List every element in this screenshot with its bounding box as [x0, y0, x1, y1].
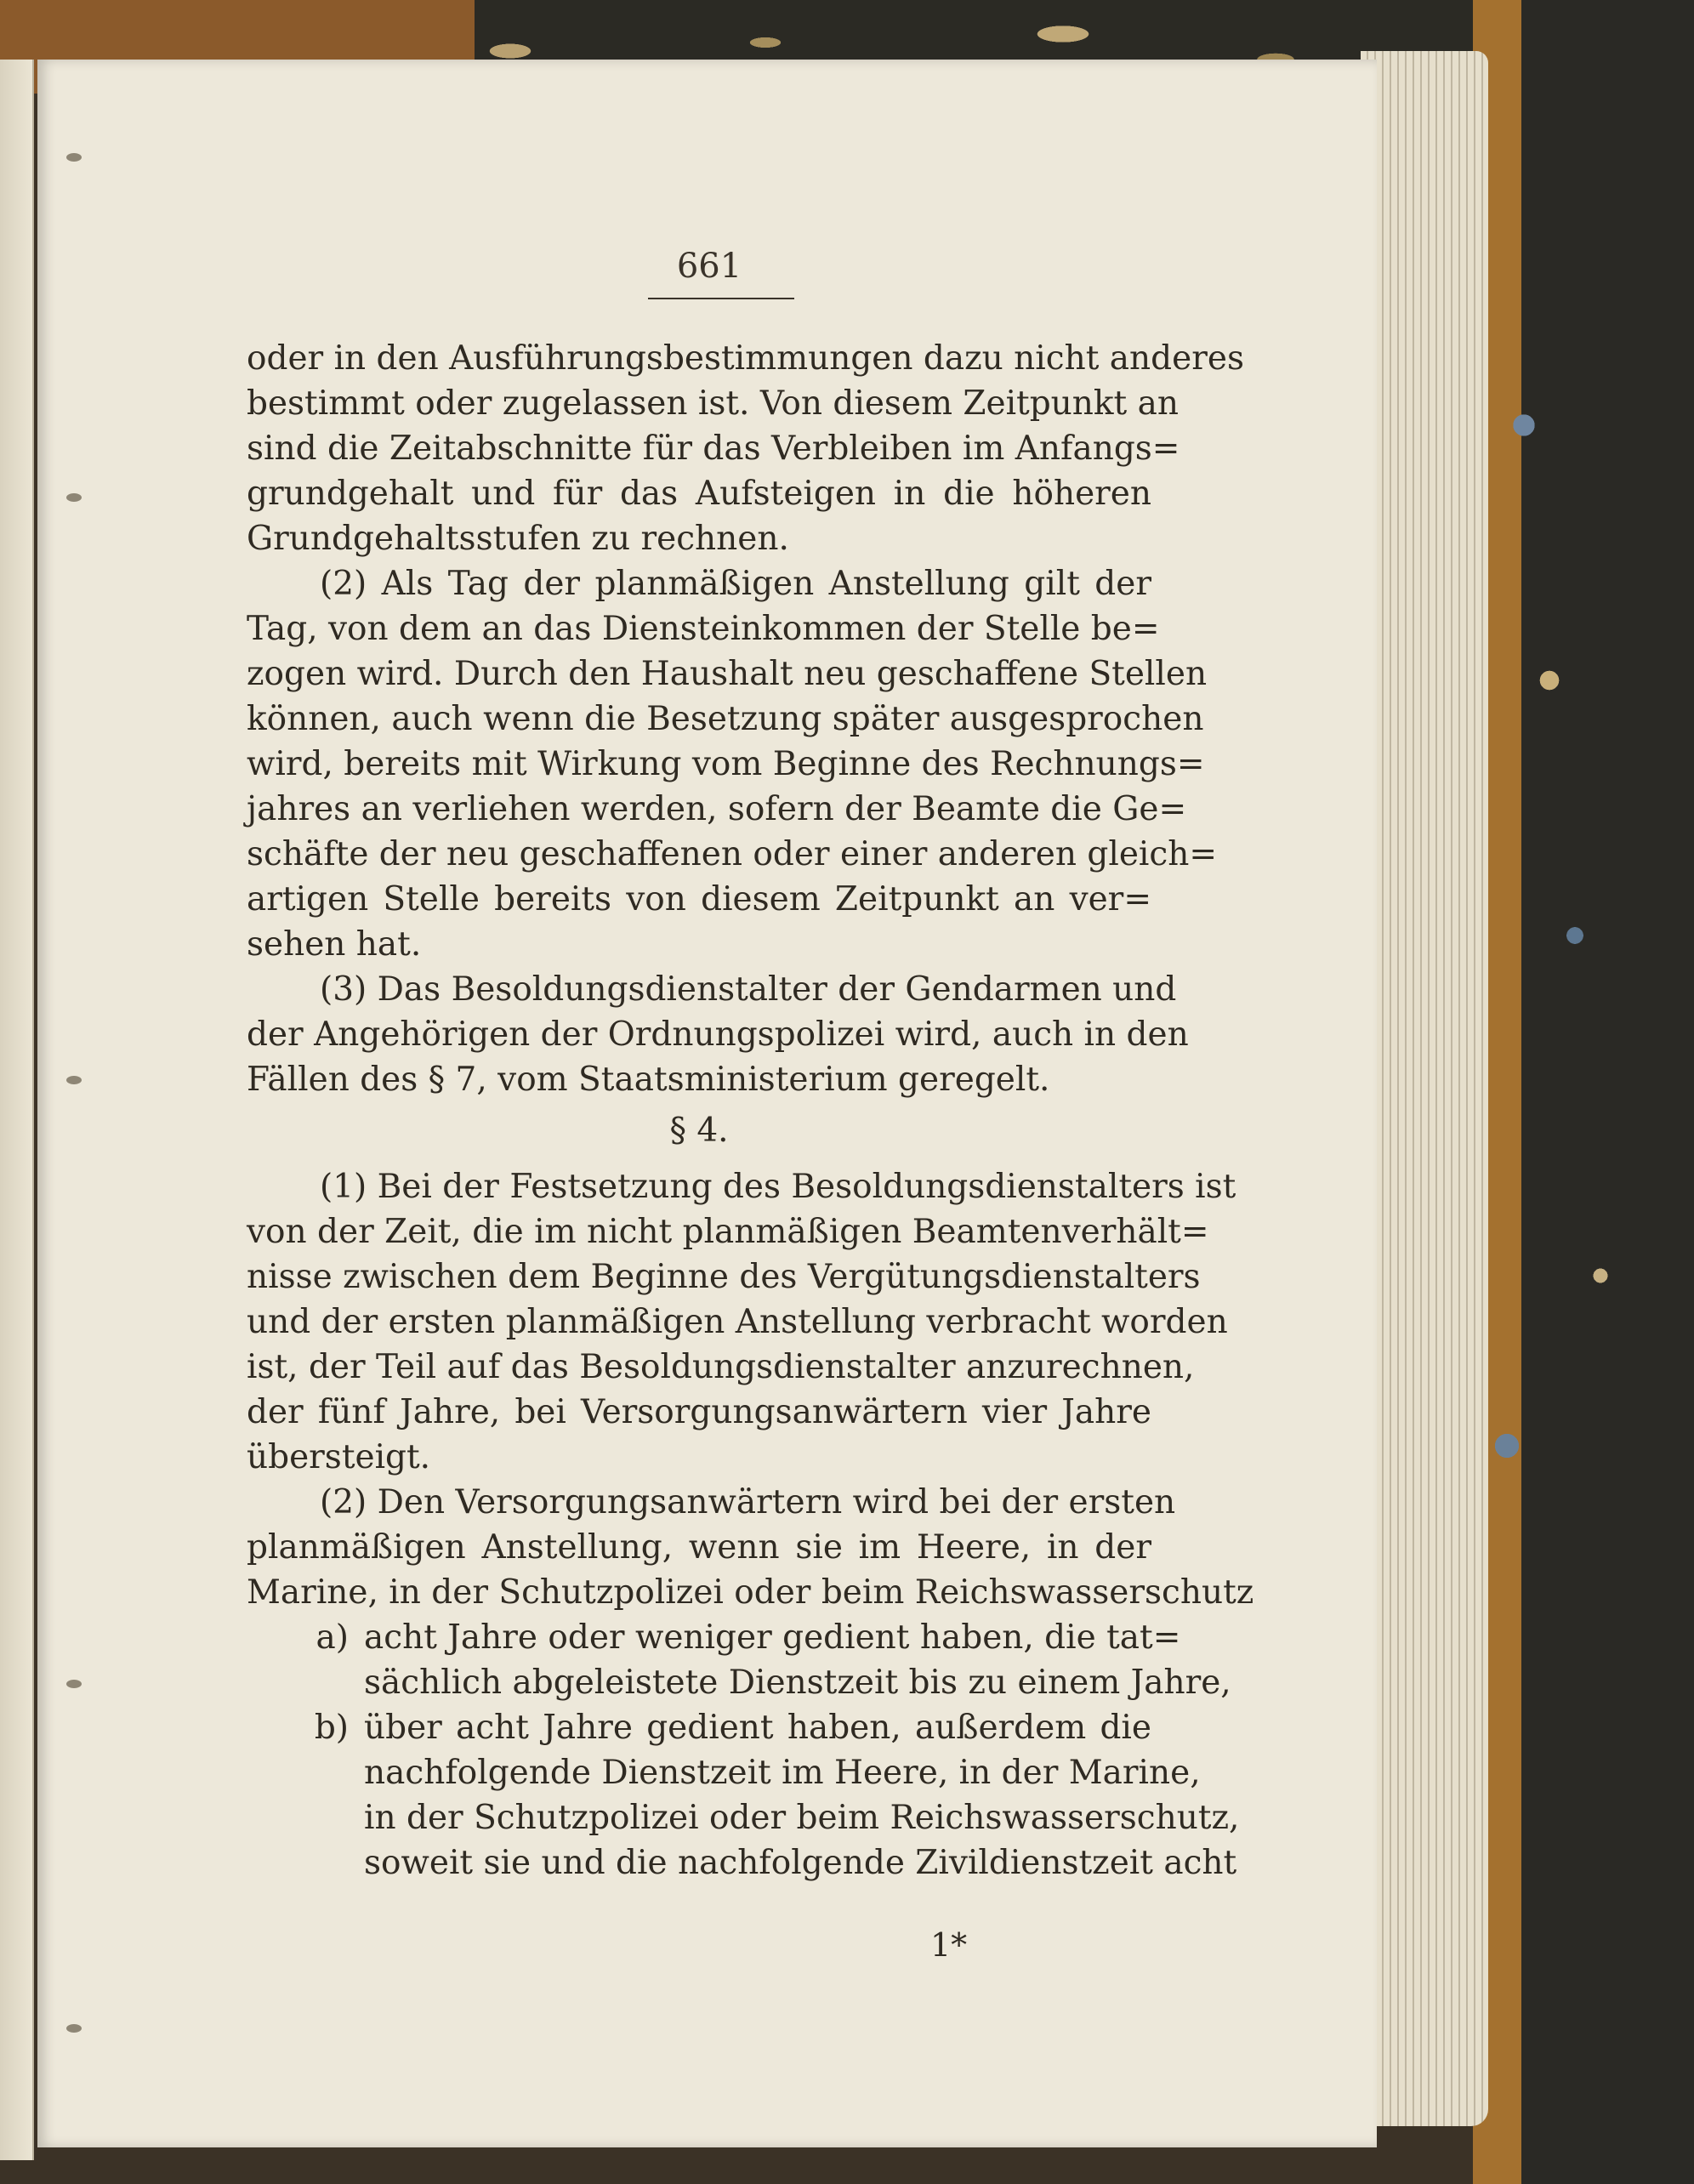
text-line: acht Jahre oder weniger gedient haben, die tat= — [364, 1618, 1181, 1657]
text-line: bestimmt oder zugelassen ist. Von diesem Zeitpunkt an — [247, 384, 1179, 423]
text-line: planmäßigen Anstellung, wenn sie im Heere, in der — [247, 1528, 1151, 1567]
body-text — [247, 336, 1254, 1885]
text-line: oder in den Ausführungsbestimmungen dazu nicht anderes — [247, 339, 1244, 378]
text-line: zogen wird. Durch den Haushalt neu geschaffene Stellen — [247, 655, 1208, 693]
text-line: ist, der Teil auf das Besoldungsdienstalter anzurechnen, — [247, 1348, 1195, 1386]
book-page — [37, 60, 1377, 2147]
text-line: in der Schutzpolizei oder beim Reichswasserschutz, — [364, 1799, 1240, 1837]
text-line: übersteigt. — [247, 1438, 431, 1476]
list-item — [247, 1705, 1151, 1750]
page-edges — [1361, 51, 1488, 2126]
signature-mark: 1* — [930, 1926, 968, 1964]
text-line: der Angehörigen der Ordnungspolizei wird, auch in den — [247, 1015, 1189, 1054]
text-line: jahres an verliehen werden, sofern der Beamte die Ge= — [247, 790, 1187, 828]
text-line: über acht Jahre gedient haben, außerdem die — [364, 1709, 1151, 1747]
text-line: wird, bereits mit Wirkung vom Beginne des Rechnungs= — [247, 745, 1205, 783]
binding-stitch — [66, 1680, 82, 1688]
text-line: (2) Den Versorgungsanwärtern wird bei der ersten — [320, 1483, 1176, 1521]
text-line: grundgehalt und für das Aufsteigen in die höheren — [247, 475, 1151, 513]
text-line: Grundgehaltsstufen zu rechnen. — [247, 520, 789, 558]
text-line: sächlich abgeleistete Dienstzeit bis zu einem Jahre, — [364, 1664, 1231, 1702]
text-line: (3) Das Besoldungsdienstalter der Gendarmen und — [320, 970, 1177, 1009]
page-number-rule — [648, 298, 794, 299]
text-line: soweit sie und die nachfolgende Zivildienstzeit acht — [364, 1844, 1237, 1882]
binding-stitch — [66, 493, 82, 502]
text-line: nachfolgende Dienstzeit im Heere, in der Marine, — [364, 1754, 1201, 1792]
section-heading: § 4. — [669, 1112, 729, 1150]
binding-stitch — [66, 2024, 82, 2033]
list-item-label: a) — [315, 1618, 349, 1657]
text-line: können, auch wenn die Besetzung später ausgesprochen — [247, 700, 1204, 738]
text-line: (1) Bei der Festsetzung des Besoldungsdienstalters ist — [320, 1168, 1236, 1206]
previous-page-edge — [0, 60, 34, 2160]
list-item-label: b) — [314, 1709, 349, 1747]
text-line: (2) Als Tag der planmäßigen Anstellung gilt der — [320, 565, 1151, 603]
text-line: Fällen des § 7, vom Staatsministerium geregelt. — [247, 1061, 1050, 1099]
marbled-cover-right — [1473, 0, 1694, 2184]
text-line: schäfte der neu geschaffenen oder einer anderen gleich= — [247, 835, 1218, 873]
binding-stitch — [66, 153, 82, 162]
list-item — [247, 1615, 1181, 1660]
text-line: Tag, von dem an das Diensteinkommen der Stelle be= — [247, 610, 1160, 648]
text-line: sehen hat. — [247, 925, 422, 964]
text-line: von der Zeit, die im nicht planmäßigen Beamtenverhält= — [247, 1213, 1209, 1251]
text-line: sind die Zeitabschnitte für das Verbleiben im Anfangs= — [247, 429, 1180, 468]
text-line: Marine, in der Schutzpolizei oder beim Reichswasserschutz — [247, 1573, 1254, 1612]
text-line: artigen Stelle bereits von diesem Zeitpunkt an ver= — [247, 880, 1151, 919]
text-line: nisse zwischen dem Beginne des Vergütungsdienstalters — [247, 1258, 1201, 1296]
page-number: 661 — [676, 247, 742, 286]
text-line: und der ersten planmäßigen Anstellung verbracht worden — [247, 1303, 1228, 1341]
binding-stitch — [66, 1076, 82, 1084]
text-line: der fünf Jahre, bei Versorgungsanwärtern vier Jahre — [247, 1393, 1151, 1431]
